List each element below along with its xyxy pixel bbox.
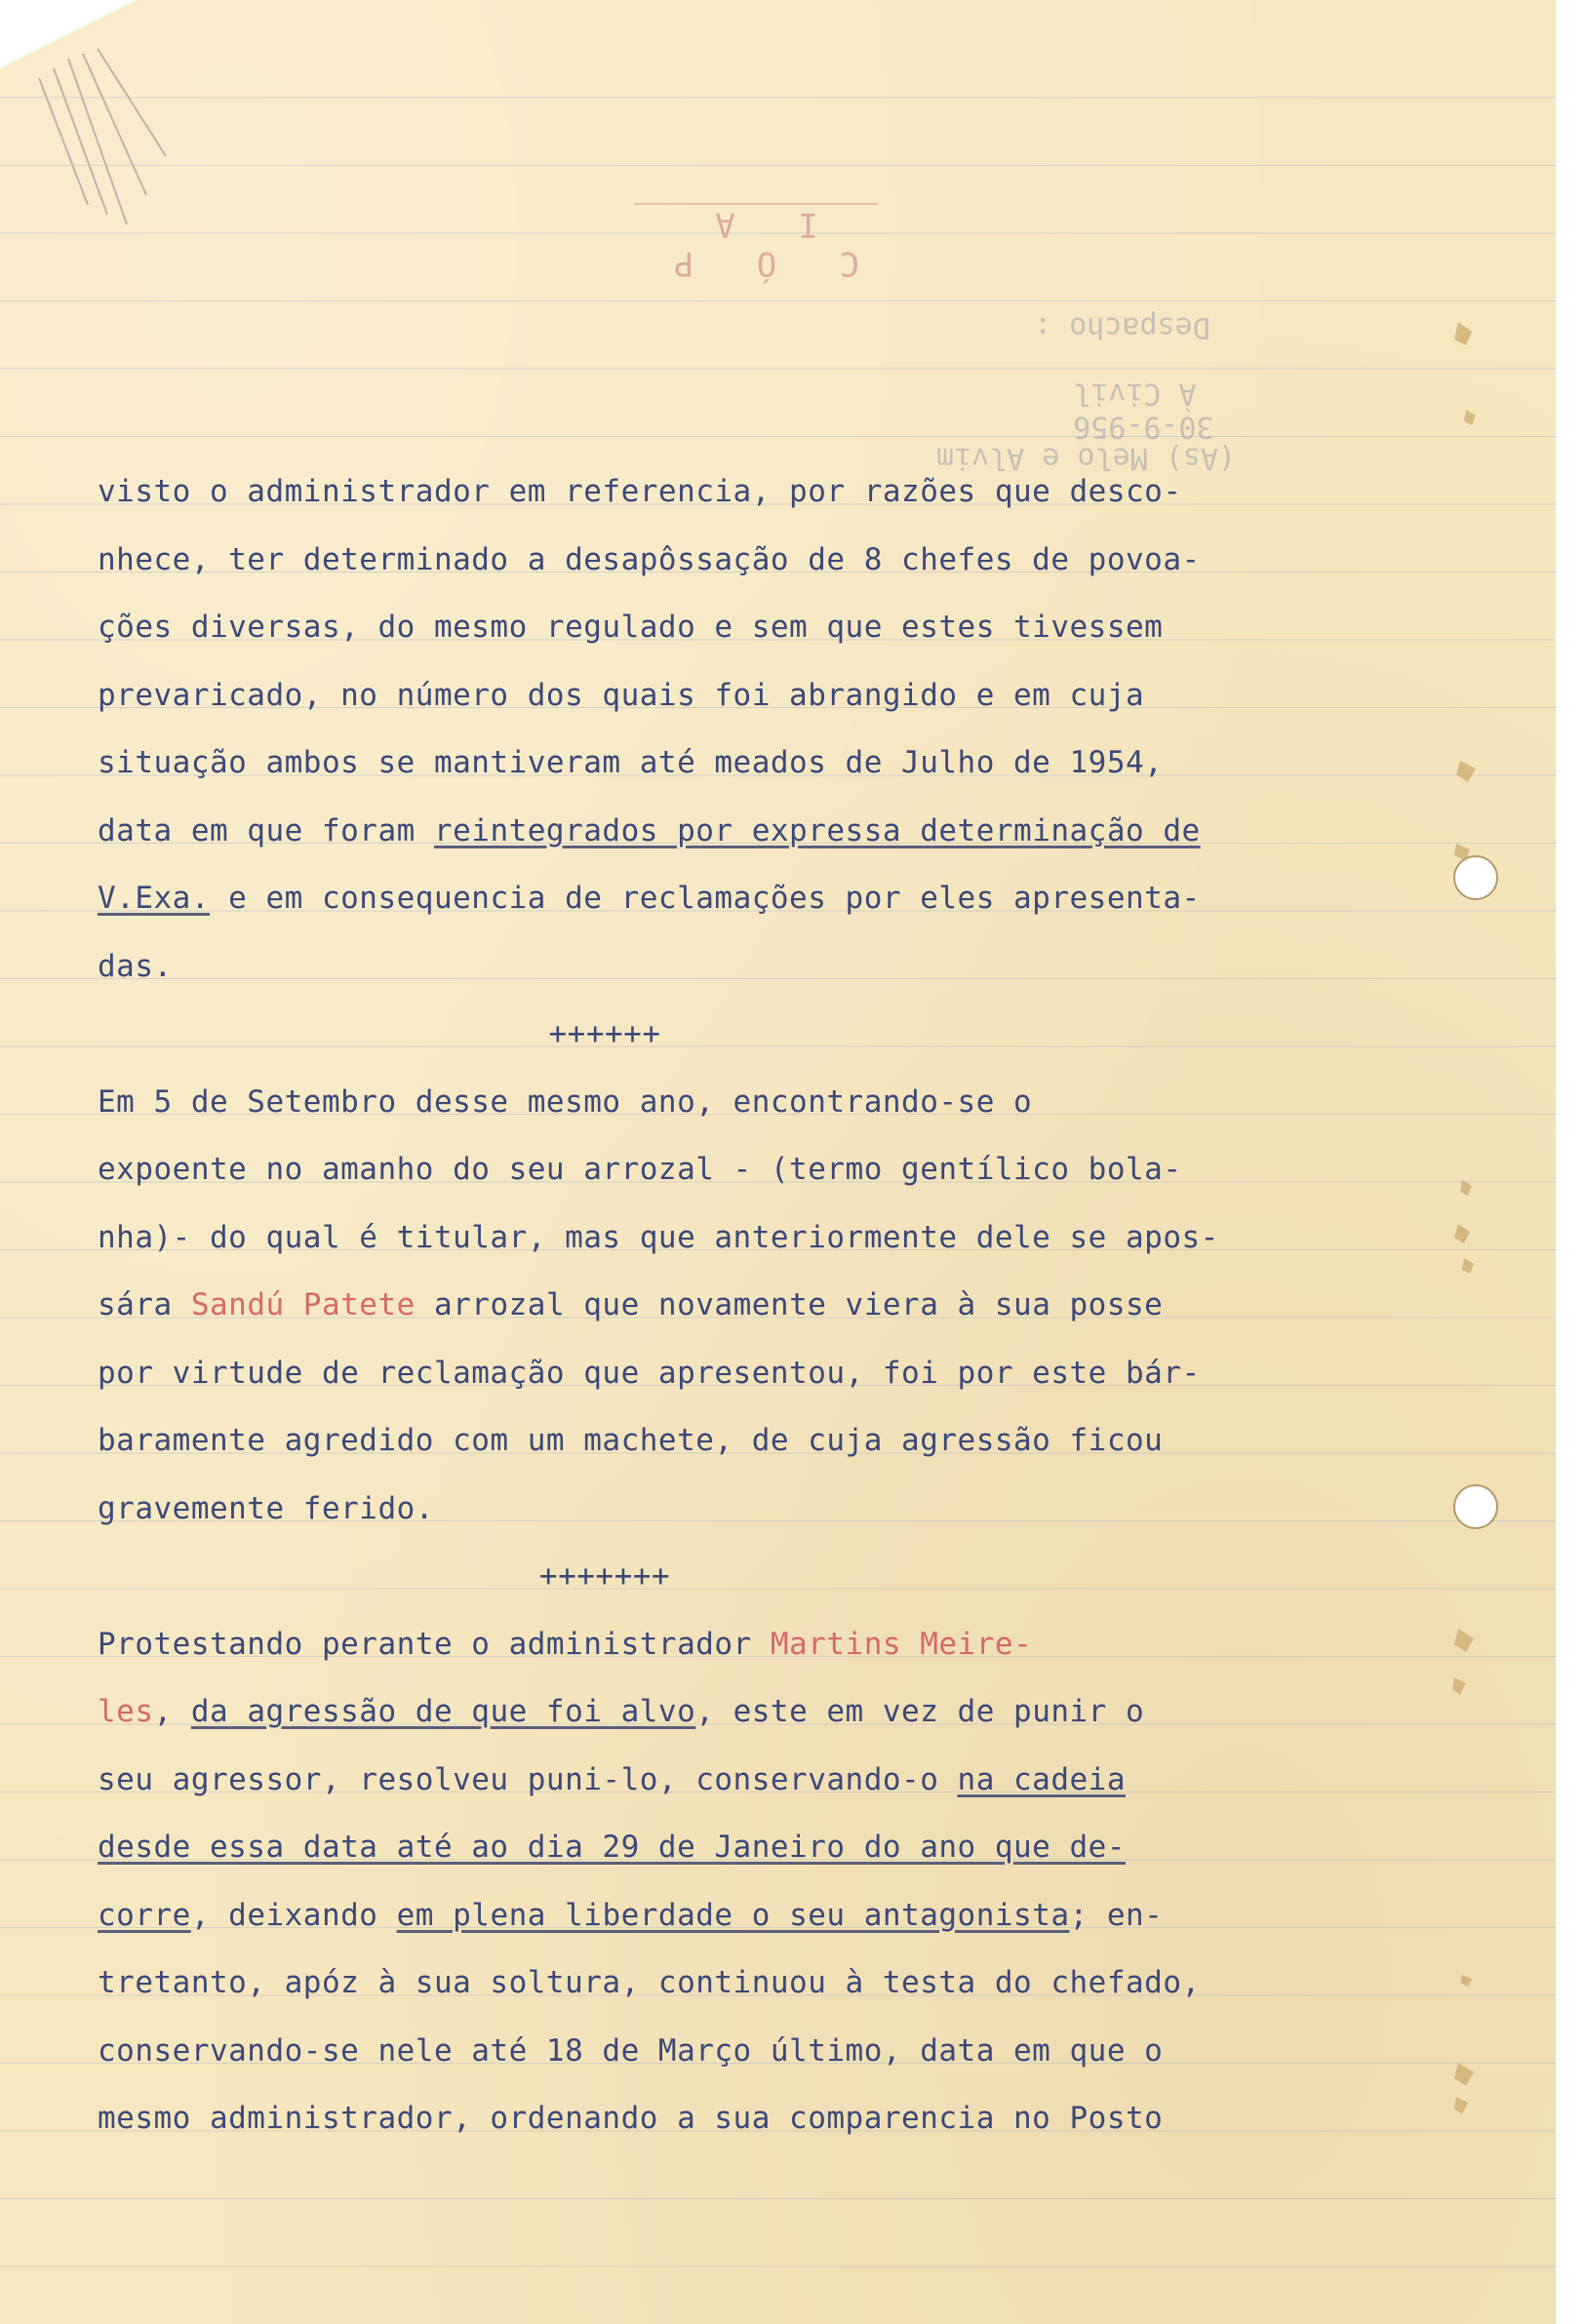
- text-segment: mesmo administrador, ordenando a sua comparencia no Posto: [98, 2101, 1164, 2136]
- text-segment: , deixando: [190, 1897, 397, 1933]
- text-line: [98, 1611, 1288, 1679]
- text-line: [98, 933, 1288, 1002]
- bleed-through-text: (As) Melo e Alvim: [936, 441, 1237, 475]
- underlined-text-segment: na cadeia: [957, 1761, 1127, 1797]
- document-body: [98, 458, 1288, 2153]
- text-line: [98, 1814, 1288, 1882]
- text-line: [98, 1950, 1288, 2018]
- text-segment: prevaricado, no número dos quais foi abrangido e em cuja: [98, 677, 1145, 713]
- red-text-segment: Martins Meire-: [770, 1626, 1033, 1662]
- text-segment: conservando-se nele até 18 de Março último, data em que o: [98, 2032, 1164, 2068]
- underlined-text-segment: V.Exa.: [98, 881, 210, 916]
- text-segment: sára: [98, 1287, 191, 1322]
- text-segment: situação ambos se mantiveram até meados de Julho de 1954,: [98, 745, 1164, 780]
- underlined-text-segment: desde essa data até ao dia 29 de Janeiro do ano que de-: [98, 1830, 1126, 1865]
- text-segment: por virtude de reclamação que apresentou, foi por este bár-: [98, 1355, 1201, 1391]
- text-line: [98, 1407, 1288, 1476]
- text-segment: das.: [98, 948, 173, 984]
- text-segment: expoente no amanho do seu arrozal - (termo gentílico bola-: [98, 1152, 1182, 1187]
- text-line: [98, 1882, 1288, 1950]
- text-segment: data em que foram: [98, 812, 434, 848]
- binder-holes: [1419, 0, 1556, 2324]
- text-segment: seu agressor, resolveu puni-lo, conservando-o: [98, 1761, 958, 1797]
- text-line: [98, 798, 1288, 866]
- red-text-segment: les: [98, 1694, 154, 1729]
- text-segment: arrozal que novamente viera à sua posse: [415, 1287, 1164, 1322]
- text-line: [98, 1678, 1288, 1747]
- underlined-text-segment: em plena liberdade o seu antagonista: [396, 1897, 1070, 1933]
- text-segment: +++++++: [538, 1558, 671, 1594]
- text-line: [98, 1069, 1288, 1137]
- text-segment: tretanto, apóz à sua soltura, continuou à testa do chefado,: [98, 1965, 1201, 2000]
- text-line: [98, 1272, 1288, 1340]
- text-line: [98, 662, 1288, 730]
- text-line: [98, 1001, 1288, 1069]
- text-line: [98, 458, 1288, 527]
- text-segment: visto o administrador em referencia, por razões que desco-: [98, 474, 1182, 509]
- bleed-through-text: 30-9-956: [1073, 410, 1214, 444]
- text-segment: , este em vez de punir o: [695, 1694, 1145, 1729]
- underlined-text-segment: da agressão de que foi alvo: [190, 1694, 696, 1729]
- text-segment: nhece, ter determinado a desapôssação de 8 chefes de povoa-: [98, 541, 1201, 577]
- red-text-segment: Sandú Patete: [190, 1287, 416, 1322]
- text-line: [98, 865, 1288, 933]
- text-line: [98, 1136, 1288, 1204]
- text-line: [98, 729, 1288, 798]
- text-line: [98, 594, 1288, 662]
- text-segment: ,: [153, 1694, 191, 1729]
- text-segment: ++++++: [548, 1016, 661, 1051]
- text-segment: ções diversas, do mesmo regulado e sem que estes tivessem: [98, 610, 1164, 645]
- underlined-text-segment: corre: [98, 1897, 191, 1933]
- text-line: [98, 1747, 1288, 1815]
- document-title: C Ó P I A: [634, 203, 878, 283]
- text-line: [98, 1204, 1288, 1273]
- text-line: [98, 2085, 1288, 2153]
- text-line: [98, 2018, 1288, 2086]
- text-line: [98, 1476, 1288, 1544]
- text-line: [98, 527, 1288, 595]
- text-segment: baramente agredido com um machete, de cuja agressão ficou: [98, 1423, 1164, 1458]
- bleed-through-text: À Civil: [1073, 376, 1197, 411]
- text-segment: Em 5 de Setembro desse mesmo ano, encontrando-se o: [98, 1083, 1033, 1120]
- text-segment: e em consequencia de reclamações por eles apresenta-: [209, 881, 1201, 916]
- text-line: [98, 1340, 1288, 1408]
- text-segment: ; en-: [1069, 1897, 1164, 1933]
- text-segment: nha)- do qual é titular, mas que anteriormente dele se apos-: [98, 1219, 1219, 1255]
- underlined-text-segment: reintegrados por expressa determinação de: [433, 812, 1201, 848]
- text-segment: gravemente ferido.: [98, 1490, 434, 1526]
- bleed-through-text: Despacho :: [1034, 310, 1210, 344]
- text-line: [98, 1543, 1288, 1611]
- text-segment: Protestando perante o administrador: [98, 1626, 771, 1662]
